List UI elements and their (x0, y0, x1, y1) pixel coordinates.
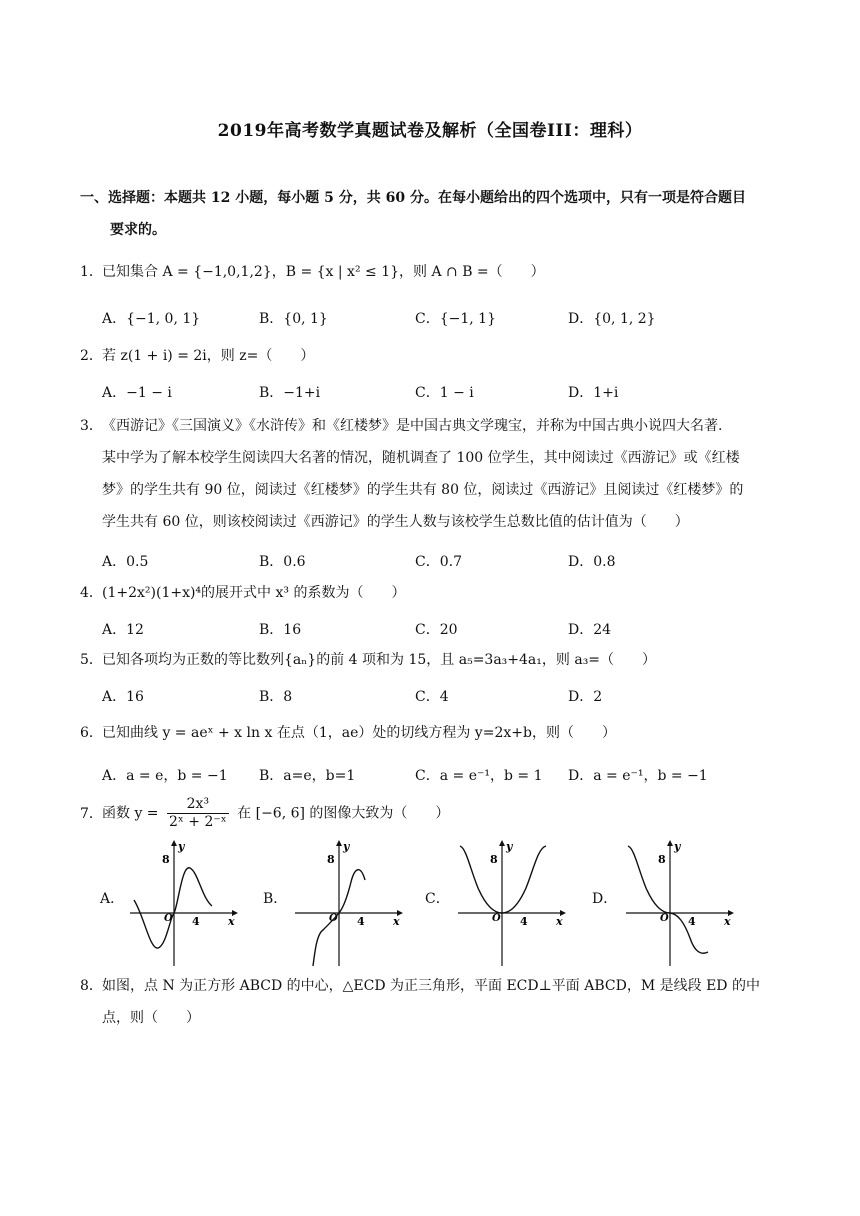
graph-d (624, 838, 736, 968)
y-axis-arrow (171, 840, 177, 846)
option-d[interactable]: D．0.8 (568, 554, 616, 570)
option-b[interactable]: B．−1+i (259, 385, 321, 401)
question-text-line-3: 梦》的学生共有 90 位，阅读过《红楼梦》的学生共有 80 位，阅读过《西游记》且阅读过《红楼梦》的 (102, 482, 744, 498)
x-axis-label: x (556, 915, 563, 928)
function-curve (134, 868, 212, 948)
option-d[interactable]: D． (592, 891, 618, 907)
option-a[interactable]: A．−1 − i (102, 385, 172, 401)
option-d[interactable]: D．{0, 1, 2} (568, 311, 656, 327)
fraction-denominator: 2ˣ + 2⁻ˣ (169, 814, 227, 830)
option-b[interactable]: B．{0, 1} (259, 311, 328, 327)
question-number: 5． (80, 652, 103, 668)
question-number: 7． (80, 805, 103, 822)
option-d[interactable]: D．1+i (568, 385, 619, 401)
tick-label-4: 4 (520, 915, 528, 928)
question-number: 6． (80, 725, 103, 741)
tick-label-8: 8 (490, 853, 498, 866)
question-text-line-1: 《西游记》《三国演义》《水浒传》和《红楼梦》是中国古典文学瑰宝，并称为中国古典小说四大名著. (102, 418, 723, 434)
option-c[interactable]: C． (425, 891, 450, 907)
question-text-line-2: 点，则（ ） (102, 1010, 200, 1026)
question-text-pre: 函数 y = (102, 805, 159, 822)
option-c[interactable]: C．{−1, 1} (415, 311, 496, 327)
y-axis-arrow (667, 840, 673, 846)
question-text: 若 z(1 + i) = 2i，则 z=（ ） (102, 348, 315, 364)
function-curve (460, 846, 546, 913)
option-c[interactable]: C．a = e⁻¹，b = 1 (415, 768, 543, 784)
y-axis-label: y (178, 840, 185, 853)
option-c[interactable]: C．1 − i (415, 385, 474, 401)
question-text: 已知曲线 y = aeˣ + x ln x 在点（1，ae）处的切线方程为 y=2x+b，则（ ） (102, 725, 616, 741)
question-text-post: 在 [−6, 6] 的图像大致为（ ） (237, 805, 450, 822)
tick-label-8: 8 (327, 853, 335, 866)
option-b[interactable]: B．a=e，b=1 (259, 768, 356, 784)
question-5 (80, 644, 785, 676)
option-d[interactable]: D．a = e⁻¹，b = −1 (568, 768, 708, 784)
question-7 (80, 796, 785, 831)
question-number: 4． (80, 585, 103, 601)
question-text-line-2: 某中学为了解本校学生阅读四大名著的情况，随机调查了 100 位学生，其中阅读过《西游记》或《红楼 (102, 450, 740, 466)
question-text: (1+2x²)(1+x)⁴的展开式中 x³ 的系数为（ ） (102, 585, 406, 601)
function-curve (628, 846, 708, 953)
option-d[interactable]: D．2 (568, 689, 603, 705)
y-axis-label: y (506, 840, 513, 853)
question-number: 3． (80, 418, 103, 434)
option-b[interactable]: B．0.6 (259, 554, 306, 570)
x-axis-label: x (724, 915, 731, 928)
option-b[interactable]: B．16 (259, 622, 302, 638)
question-number: 8． (80, 978, 103, 994)
section-line-1: 一、选择题：本题共 12 小题，每小题 5 分，共 60 分。在每小题给出的四个选项中，只有一项是符合题目 (80, 190, 746, 206)
y-axis-arrow (499, 840, 505, 846)
fraction-numerator: 2x³ (167, 796, 229, 814)
option-a[interactable]: A．0.5 (102, 554, 149, 570)
option-a[interactable]: A． (100, 891, 125, 907)
question-number: 1． (80, 264, 103, 280)
origin-label: O (660, 913, 669, 924)
page-title: 2019年高考数学真题试卷及解析（全国卷III：理科） (217, 121, 643, 141)
tick-label-4: 4 (192, 915, 200, 928)
y-axis-label: y (674, 840, 681, 853)
option-c[interactable]: C．20 (415, 622, 458, 638)
origin-label: O (329, 913, 338, 924)
option-b[interactable]: B． (263, 891, 288, 907)
question-6 (80, 717, 785, 749)
question-8 (80, 970, 785, 1034)
option-c[interactable]: C．4 (415, 689, 449, 705)
question-4 (80, 577, 785, 609)
option-c[interactable]: C．0.7 (415, 554, 462, 570)
tick-label-8: 8 (162, 853, 170, 866)
question-7-graphs (100, 838, 780, 968)
option-a[interactable]: A．12 (102, 622, 144, 638)
tick-label-4: 4 (357, 915, 365, 928)
y-axis-arrow (336, 840, 342, 846)
fraction (167, 796, 229, 831)
y-axis-label: y (343, 840, 350, 853)
graph-a (128, 838, 240, 968)
option-b[interactable]: B．8 (259, 689, 293, 705)
question-text-line-1: 如图，点 N 为正方形 ABCD 的中心，△ECD 为正三角形，平面 ECD⊥平面 ABCD，M 是线段 ED 的中 (102, 978, 760, 994)
question-number: 2． (80, 348, 103, 364)
tick-label-8: 8 (658, 853, 666, 866)
question-text-line-4: 学生共有 60 位，则该校阅读过《西游记》的学生人数与该校学生总数比值的估计值为（ ） (102, 514, 689, 530)
question-1 (80, 256, 785, 288)
tick-label-4: 4 (688, 915, 696, 928)
origin-label: O (492, 913, 501, 924)
graph-c (456, 838, 568, 968)
option-d[interactable]: D．24 (568, 622, 612, 638)
section-heading (80, 182, 780, 246)
question-text: 已知集合 A = {−1,0,1,2}，B = {x | x² ≤ 1}，则 A ∩ B =（ ） (102, 264, 545, 280)
x-axis-label: x (228, 915, 235, 928)
option-a[interactable]: A．16 (102, 689, 144, 705)
x-axis-label: x (393, 915, 400, 928)
origin-label: O (164, 913, 173, 924)
question-text: 已知各项均为正数的等比数列{aₙ}的前 4 项和为 15，且 a₅=3a₃+4a₁，则 a₃=（ ） (102, 652, 657, 668)
option-a[interactable]: A．{−1, 0, 1} (102, 311, 201, 327)
option-a[interactable]: A．a = e，b = −1 (102, 768, 228, 784)
question-3 (80, 410, 785, 538)
section-line-2: 要求的。 (110, 222, 166, 238)
question-2 (80, 340, 785, 372)
graph-b (293, 838, 405, 968)
